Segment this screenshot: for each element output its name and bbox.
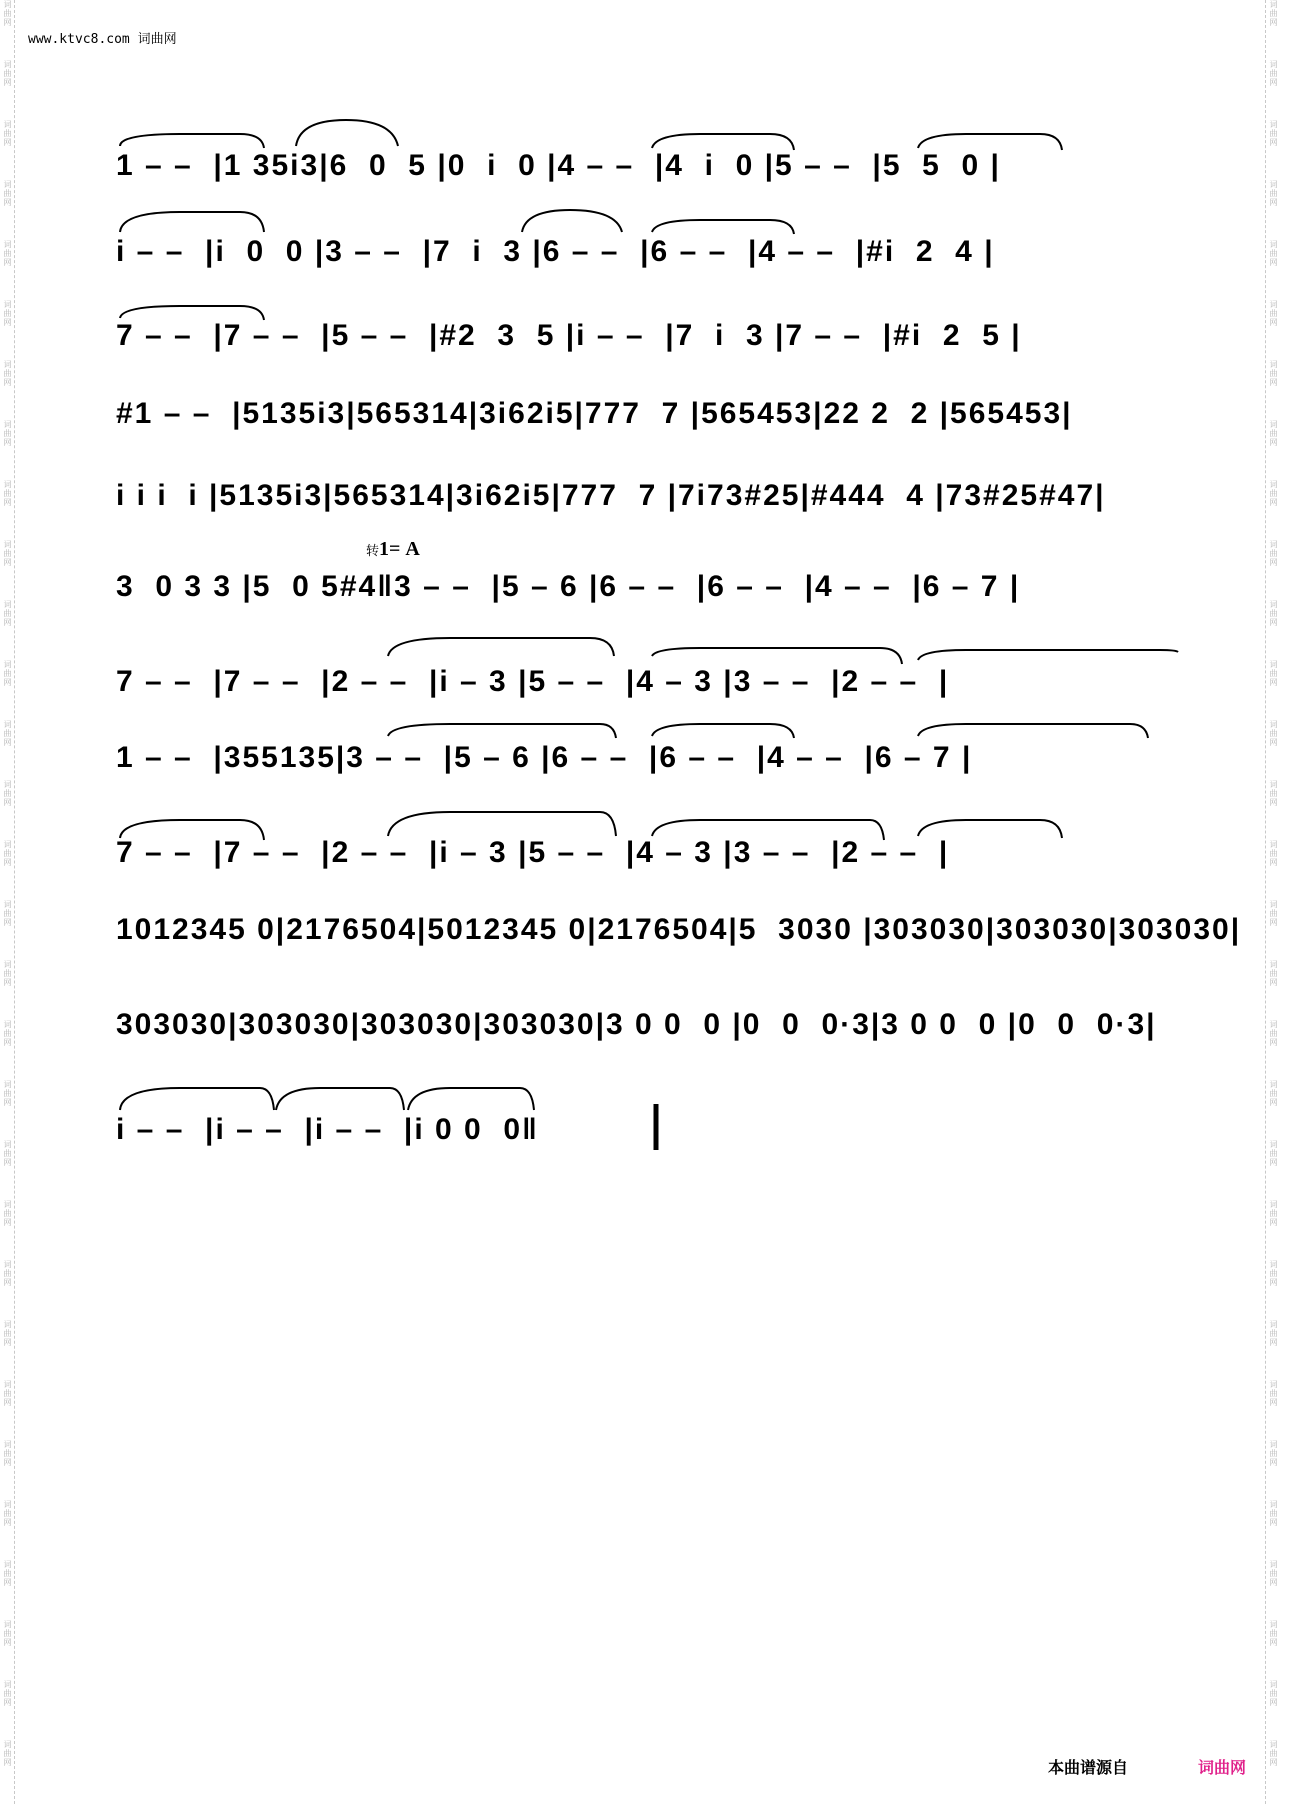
slur — [652, 820, 884, 840]
slur — [652, 724, 794, 738]
watermark-text: 词曲网 — [1269, 300, 1278, 327]
slur — [120, 1088, 274, 1110]
watermark-text: 词曲网 — [3, 480, 12, 507]
slur — [388, 724, 616, 738]
score-line: i i i i |5135i3|565314|3i62i5|777 7 |7i73#25|#444 4 |73#25#47| — [116, 479, 1106, 512]
slur — [296, 120, 398, 146]
slur — [276, 1088, 404, 1110]
slur — [408, 1088, 534, 1110]
score-line: 7 – – |7 – – |2 – – |i – 3 |5 – – |4 – 3 |3 – – |2 – – | — [116, 665, 950, 698]
slur — [120, 306, 264, 320]
watermark-text: 词曲网 — [1269, 1320, 1278, 1347]
score-line: 1 – – |1 35i3|6 0 5 |0 i 0 |4 – – |4 i 0 |5 – – |5 5 0 | — [116, 149, 1001, 182]
watermark-text: 词曲网 — [1269, 780, 1278, 807]
watermark-text: 词曲网 — [3, 240, 12, 267]
watermark-text: 词曲网 — [1269, 240, 1278, 267]
watermark-text: 词曲网 — [3, 420, 12, 447]
slur — [120, 820, 264, 840]
watermark-text: 词曲网 — [3, 1560, 12, 1587]
watermark-text: 词曲网 — [3, 1680, 12, 1707]
watermark-text: 词曲网 — [1269, 120, 1278, 147]
watermark-text: 词曲网 — [1269, 60, 1278, 87]
watermark-text: 词曲网 — [1269, 1680, 1278, 1707]
slur — [120, 134, 264, 148]
watermark-text: 词曲网 — [1269, 480, 1278, 507]
watermark-text: 词曲网 — [3, 840, 12, 867]
watermark-text: 词曲网 — [1269, 1620, 1278, 1647]
score-line: 3 0 3 3 |5 0 5#4‖3 – – |5 – 6 |6 – – |6 – – |4 – – |6 – 7 | — [116, 570, 1021, 603]
watermark-text: 词曲网 — [3, 0, 12, 27]
watermark-text: 词曲网 — [3, 720, 12, 747]
watermark-text: 词曲网 — [1269, 360, 1278, 387]
slur — [918, 650, 1178, 660]
watermark-text: 词曲网 — [3, 960, 12, 987]
watermark-text: 词曲网 — [3, 1020, 12, 1047]
slur — [918, 134, 1062, 150]
watermark-text: 词曲网 — [1269, 0, 1278, 27]
score-line: 303030|303030|303030|303030|3 0 0 0 |0 0 0·3|3 0 0 0 |0 0 0·3| — [116, 1008, 1157, 1041]
slur — [522, 210, 622, 232]
watermark-text: 词曲网 — [1269, 900, 1278, 927]
watermark-text: 词曲网 — [1269, 1080, 1278, 1107]
slur — [388, 638, 614, 656]
watermark-text: 词曲网 — [1269, 720, 1278, 747]
watermark-text: 词曲网 — [3, 600, 12, 627]
watermark-text: 词曲网 — [1269, 1380, 1278, 1407]
slur — [652, 220, 794, 234]
source-url: www.ktvc8.com 词曲网 — [28, 32, 177, 47]
watermark-text: 词曲网 — [1269, 960, 1278, 987]
watermark-text: 词曲网 — [1269, 660, 1278, 687]
watermark-text: 词曲网 — [3, 540, 12, 567]
slur — [388, 812, 616, 836]
watermark-text: 词曲网 — [1269, 1140, 1278, 1167]
watermark-text: 词曲网 — [1269, 1740, 1278, 1767]
watermark-text: 词曲网 — [3, 1380, 12, 1407]
source-label: 本曲谱源自 — [1048, 1758, 1129, 1777]
slur — [918, 724, 1148, 738]
watermark-text: 词曲网 — [3, 60, 12, 87]
slur — [652, 134, 794, 150]
watermark-text: 词曲网 — [3, 900, 12, 927]
score-line: i – – |i – – |i – – |i 0 0 0‖ — [116, 1113, 539, 1146]
watermark-text: 词曲网 — [3, 180, 12, 207]
slur — [652, 648, 902, 664]
watermark-text: 词曲网 — [3, 1440, 12, 1467]
watermark-text: 词曲网 — [1269, 1020, 1278, 1047]
score-line: 7 – – |7 – – |5 – – |#2 3 5 |i – – |7 i 3 |7 – – |#i 2 5 | — [116, 319, 1022, 352]
watermark-text: 词曲网 — [3, 1140, 12, 1167]
watermark-text: 词曲网 — [1269, 600, 1278, 627]
watermark-text: 词曲网 — [3, 1500, 12, 1527]
watermark-text: 词曲网 — [3, 1260, 12, 1287]
slur — [918, 820, 1062, 838]
watermark-text: 词曲网 — [3, 1080, 12, 1107]
watermark-text: 词曲网 — [3, 1740, 12, 1767]
score-line: 1012345 0|2176504|5012345 0|2176504|5 3030 |303030|303030|303030| — [116, 913, 1242, 946]
watermark-text: 词曲网 — [3, 120, 12, 147]
score-line: #1 – – |5135i3|565314|3i62i5|777 7 |565453|22 2 2 |565453| — [116, 397, 1073, 430]
watermark-text: 词曲网 — [3, 1320, 12, 1347]
watermark-text: 词曲网 — [1269, 1560, 1278, 1587]
watermark-text: 词曲网 — [3, 660, 12, 687]
watermark-text: 词曲网 — [1269, 540, 1278, 567]
key-change-prefix: 转 — [366, 543, 380, 558]
watermark-text: 词曲网 — [1269, 840, 1278, 867]
watermark-text: 词曲网 — [1269, 180, 1278, 207]
watermark-text: 词曲网 — [3, 300, 12, 327]
score-line: 7 – – |7 – – |2 – – |i – 3 |5 – – |4 – 3 |3 – – |2 – – | — [116, 836, 950, 869]
site-name-link[interactable]: 词曲网 — [1198, 1758, 1247, 1777]
watermark-text: 词曲网 — [3, 1620, 12, 1647]
slur — [120, 212, 264, 232]
watermark-text: 词曲网 — [1269, 1440, 1278, 1467]
watermark-text: 词曲网 — [1269, 1260, 1278, 1287]
watermark-text: 词曲网 — [1269, 1200, 1278, 1227]
watermark-text: 词曲网 — [3, 780, 12, 807]
watermark-text: 词曲网 — [3, 360, 12, 387]
key-change-key: 1= A — [379, 538, 420, 560]
watermark-text: 词曲网 — [3, 1200, 12, 1227]
score-line: 1 – – |355135|3 – – |5 – 6 |6 – – |6 – – |4 – – |6 – 7 | — [116, 741, 973, 774]
watermark-text: 词曲网 — [1269, 1500, 1278, 1527]
watermark-text: 词曲网 — [1269, 420, 1278, 447]
score-line: i – – |i 0 0 |3 – – |7 i 3 |6 – – |6 – – |4 – – |#i 2 4 | — [116, 235, 995, 268]
